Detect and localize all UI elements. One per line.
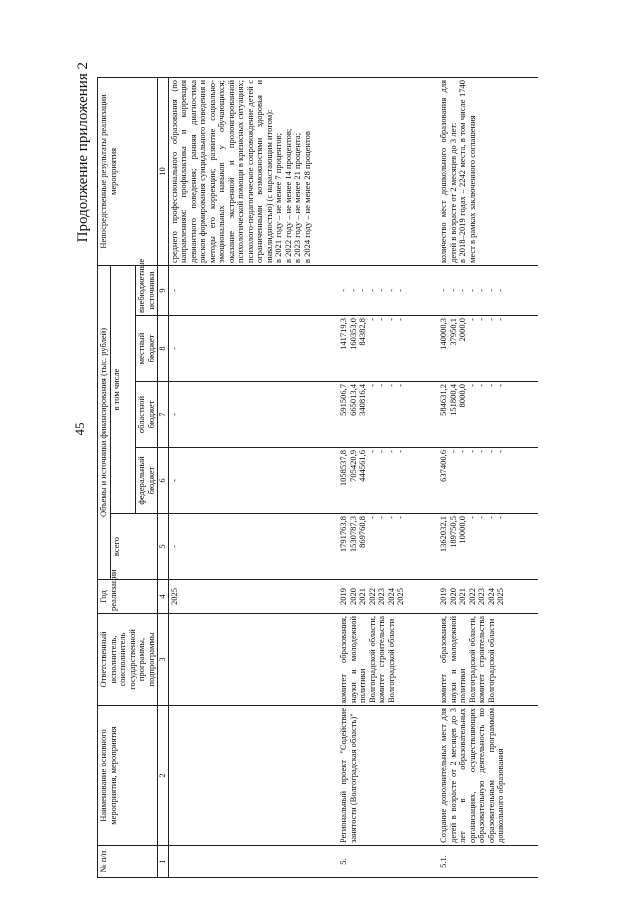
header-extrabudget: внебюджетные источники xyxy=(136,266,158,316)
row-results: среднего профессионального образования (по направлениям: профилактика и коррекция девиантного поведения; ранняя диагностика рисков формирования суицидального поведения и методы его коррекции; развитие социально-эмоциональных навыков у обучающихся; оказание экстренной и пролонгированной психологической помощи в кризисных ситуациях; психолого-педагогическое сопровождение детей с ограниченными возможностями здоровья и инвалидностью) (с нарастающим итогом): в 2021 году – не менее 7 процентов; в 2022 году – не менее 14 процентов; в 2023 году – не менее 21 процента; в 2024 году – не менее 28 процентов xyxy=(168,78,338,266)
column-number: 10 xyxy=(158,78,169,266)
header-local: местный бюджет xyxy=(136,316,158,382)
column-number: 4 xyxy=(158,580,169,614)
column-number: 1 xyxy=(158,846,169,878)
row-regional: 591506,7 665013,4 340816,4 - - - - xyxy=(338,382,438,448)
row-executor xyxy=(168,614,338,706)
header-executor: Ответственный исполнитель, соисполнитель государственной программы, подпрограммы xyxy=(98,614,158,706)
row-local: 140000,3 37950,1 2000,0 - - - - xyxy=(438,316,538,382)
row-name: Региональный проект "Содействие занятости (Волгоградская область)" xyxy=(338,706,438,846)
row-extrabudget: - - - - - - - xyxy=(338,266,438,316)
column-number-row xyxy=(158,78,169,878)
header-volumes: Объемы и источники финансирования (тыс. рублей) xyxy=(98,266,111,580)
column-number: 8 xyxy=(158,316,169,382)
row-regional: 584631,2 151800,4 8000,0 - - - - xyxy=(438,382,538,448)
row-years: 2025 xyxy=(168,580,338,614)
header-row xyxy=(98,78,111,878)
header-no: № п/п xyxy=(98,846,158,878)
table-row xyxy=(168,78,338,878)
row-federal: - xyxy=(168,448,338,514)
rotated-table-sheet xyxy=(75,58,580,878)
header-in-that: в том числе xyxy=(110,266,136,514)
header-federal: федеральный бюджет xyxy=(136,448,158,514)
column-number: 3 xyxy=(158,614,169,706)
header-results: Непосредственные результаты реализации мероприятия xyxy=(98,78,158,266)
row-name xyxy=(168,706,338,846)
financing-table xyxy=(97,77,538,878)
row-number: 5.1. xyxy=(438,846,538,878)
row-results xyxy=(338,78,438,266)
row-regional: - xyxy=(168,382,338,448)
table-row xyxy=(438,78,538,878)
table-row xyxy=(338,78,438,878)
row-name: Создание дополнительных мест для детей в возрасте от 2 месяцев до 3 лет в образовательных организациях, осуществляющих образовательную деятельность по образовательным программам дошкольного образования xyxy=(438,706,538,846)
header-year: Год реализации xyxy=(98,580,158,614)
row-extrabudget: - xyxy=(168,266,338,316)
row-years: 2019 2020 2021 2022 2023 2024 2025 xyxy=(438,580,538,614)
column-number: 2 xyxy=(158,706,169,846)
column-number: 5 xyxy=(158,514,169,580)
row-federal: 1058537,8 705420,9 444561,6 - - - - xyxy=(338,448,438,514)
column-number: 6 xyxy=(158,448,169,514)
row-executor: комитет образования, науки и молодежной политики Волгоградской области, комитет строительства Волгоградской области xyxy=(438,614,538,706)
row-total: - xyxy=(168,514,338,580)
row-number: 5. xyxy=(338,846,438,878)
header-name: Наименование основного мероприятия, мероприятия xyxy=(98,706,158,846)
row-results: количество мест дошкольного образования для детей в возрасте от 2 месяцев до 3 лет: в 2018–2019 годах – 2242 места, в том числе 1740 мест в рамках заключенного соглашения xyxy=(438,78,538,266)
row-extrabudget: - - - - - - - xyxy=(438,266,538,316)
column-number: 7 xyxy=(158,382,169,448)
row-local: 141719,3 160353,0 84382,8 - - - - xyxy=(338,316,438,382)
row-years: 2019 2020 2021 2022 2023 2024 2025 xyxy=(338,580,438,614)
header-total: всего xyxy=(110,514,158,580)
row-federal: 637400,6 - - - - - - xyxy=(438,448,538,514)
header-regional: областной бюджет xyxy=(136,382,158,448)
column-number: 9 xyxy=(158,266,169,316)
page-number: 45 xyxy=(72,422,87,436)
appendix-caption: Продолжение приложения 2 xyxy=(75,62,91,243)
row-total: 1791763,8 1530787,3 869760,8 - - - - xyxy=(338,514,438,580)
row-total: 1362032,1 189750,5 10000,0 - - - - xyxy=(438,514,538,580)
row-local: - xyxy=(168,316,338,382)
row-executor: комитет образования, науки и молодежной политики Волгоградской области, комитет строительства Волгоградской области xyxy=(338,614,438,706)
row-number xyxy=(168,846,338,878)
